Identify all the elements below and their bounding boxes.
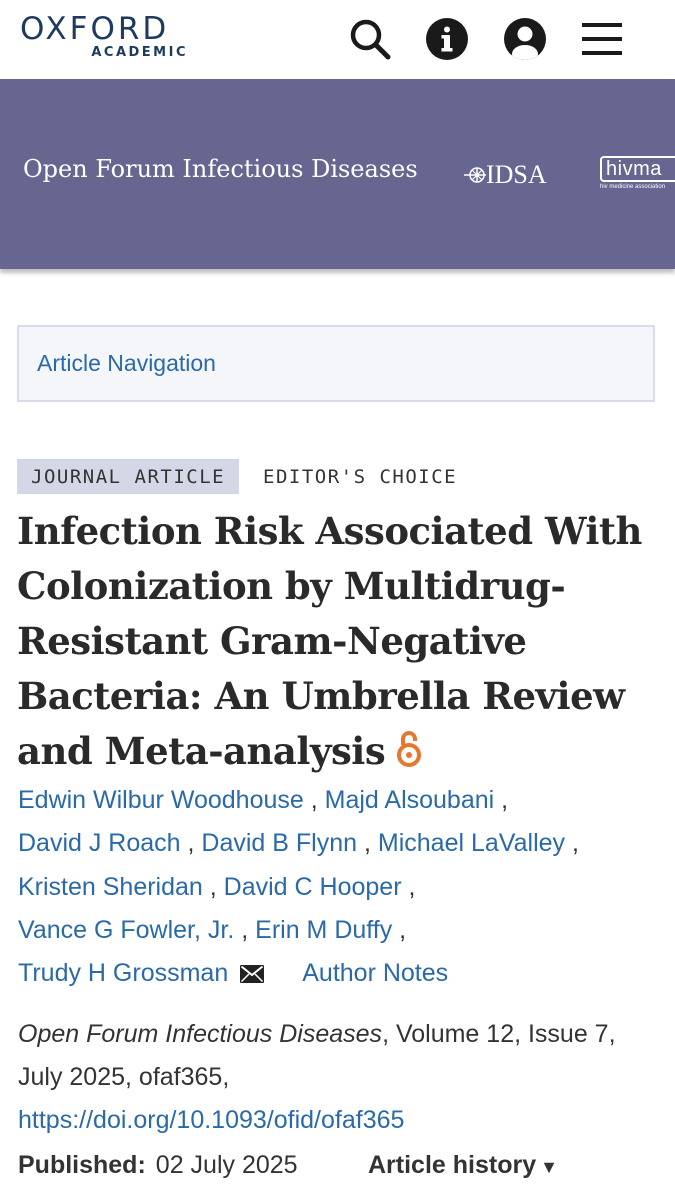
editors-choice-tag: EDITOR'S CHOICE bbox=[263, 465, 458, 488]
oxford-academic-logo[interactable] bbox=[20, 12, 190, 60]
author-separator: , bbox=[392, 915, 407, 944]
author-list bbox=[18, 779, 658, 997]
author-separator: , bbox=[180, 829, 202, 858]
journal-banner bbox=[0, 79, 675, 269]
idsa-star-icon bbox=[464, 164, 486, 186]
author-separator: , bbox=[303, 786, 325, 814]
author-separator: , bbox=[202, 872, 224, 901]
author-link[interactable]: Majd Alsoubani bbox=[324, 786, 495, 814]
citation bbox=[18, 1013, 658, 1142]
hivma-logo-box bbox=[600, 156, 675, 182]
author-separator: , bbox=[565, 829, 579, 858]
logo-academic-text: ACADEMIC bbox=[91, 45, 188, 60]
email-icon[interactable] bbox=[240, 954, 264, 997]
author-link[interactable]: Trudy H Grossman bbox=[18, 959, 229, 988]
open-access-icon bbox=[395, 728, 423, 783]
article-navigation-label[interactable]: Article Navigation bbox=[37, 350, 216, 376]
hivma-logo[interactable] bbox=[600, 156, 675, 192]
article-title-text: Infection Risk Associated With Colonization by Multidrug-Resistant Gram-Negative Bacteria: An Umbrella Review and Meta-analysis bbox=[17, 509, 642, 773]
author-link[interactable]: Edwin Wilbur Woodhouse bbox=[18, 786, 304, 814]
doi-link[interactable]: https://doi.org/10.1093/ofid/ofaf365 bbox=[18, 1106, 405, 1134]
idsa-logo[interactable] bbox=[464, 159, 547, 191]
top-header bbox=[0, 0, 675, 79]
hivma-logo-subtext: hiv medicine association bbox=[600, 184, 666, 190]
published-label: Published: bbox=[18, 1151, 146, 1179]
author-link[interactable]: Kristen Sheridan bbox=[18, 872, 203, 901]
citation-journal: Open Forum Infectious Diseases bbox=[18, 1020, 383, 1048]
article-title bbox=[17, 504, 667, 783]
citation-details: , Volume 12, Issue 7, July 2025, ofaf365, bbox=[18, 1020, 616, 1091]
author-link[interactable]: David J Roach bbox=[18, 829, 181, 858]
published-date: 02 July 2025 bbox=[155, 1151, 298, 1179]
info-icon[interactable] bbox=[424, 16, 470, 62]
author-link[interactable]: Erin M Duffy bbox=[255, 915, 393, 944]
author-link[interactable]: Vance G Fowler, Jr. bbox=[18, 915, 235, 944]
article-navigation-box[interactable] bbox=[17, 325, 655, 402]
logo-oxford-text: OXFORD bbox=[20, 11, 170, 47]
hivma-logo-text: hivma bbox=[606, 158, 662, 180]
menu-icon[interactable] bbox=[579, 16, 625, 62]
author-link[interactable]: David C Hooper bbox=[223, 872, 402, 901]
author-notes-link[interactable]: Author Notes bbox=[302, 959, 449, 988]
author-separator: , bbox=[234, 915, 256, 944]
author-link[interactable]: David B Flynn bbox=[201, 829, 358, 858]
article-history-label: Article history bbox=[368, 1151, 537, 1179]
journal-name[interactable]: Open Forum Infectious Diseases bbox=[23, 155, 418, 183]
article-type-tag: JOURNAL ARTICLE bbox=[17, 459, 239, 494]
account-icon[interactable] bbox=[502, 16, 548, 62]
idsa-logo-text: IDSA bbox=[486, 160, 547, 189]
author-separator: , bbox=[494, 786, 509, 814]
search-icon[interactable] bbox=[347, 16, 393, 62]
published-row bbox=[18, 1144, 658, 1187]
author-link[interactable]: Michael LaValley bbox=[377, 829, 566, 858]
caret-down-icon: ▼ bbox=[540, 1157, 558, 1177]
author-separator: , bbox=[401, 872, 416, 901]
author-separator: , bbox=[357, 829, 378, 858]
article-history-toggle[interactable] bbox=[368, 1144, 558, 1189]
